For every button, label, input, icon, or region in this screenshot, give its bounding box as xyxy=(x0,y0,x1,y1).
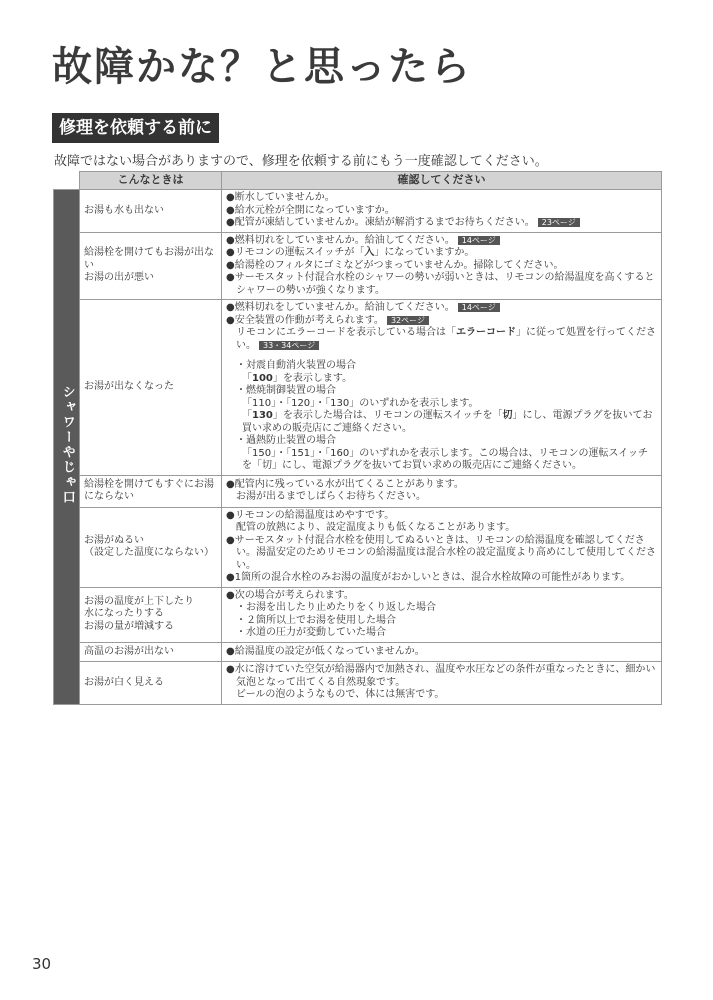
check-item xyxy=(226,217,657,230)
check-item: ●断水していませんか。 xyxy=(226,192,335,203)
condition-cell xyxy=(80,190,222,233)
condition-text: お湯の量が増減する xyxy=(84,620,174,632)
sub-item: ・燃焼制御装置の場合 xyxy=(236,385,336,396)
sub-detail xyxy=(226,410,657,435)
error-code-label: エラーコード xyxy=(456,327,516,338)
check-cell xyxy=(222,507,662,587)
page-ref-badge: 33・34ページ xyxy=(259,341,319,350)
condition-text: お湯がぬるい xyxy=(84,534,144,546)
spacer xyxy=(226,352,657,360)
check-text: 」にし、電源プラグを抜いてお買い求めの販売店にご連絡ください。 xyxy=(242,410,653,434)
table-row xyxy=(54,507,662,587)
condition-text: 高温のお湯が出ない xyxy=(84,645,174,657)
check-item xyxy=(226,302,657,315)
check-item: ●配管内に残っている水が出てくることがあります。 xyxy=(226,478,464,490)
check-text: 「 xyxy=(242,410,252,421)
check-item: ●水に溶けていた空気が給湯器内で加熱され、温度や水圧などの条件が重なったときに、細かい気泡となって出てくる自然現象です。 xyxy=(226,664,656,688)
check-item: ●給水元栓が全開になっていますか。 xyxy=(226,204,395,216)
check-cell xyxy=(222,190,662,233)
switch-off-label: 切 xyxy=(502,410,513,421)
header-condition: こんなときは xyxy=(80,172,222,190)
sub-detail: 「150」・「151」・「160」のいずれかを表示します。この場合は、リモコンの運転スイッチを「切」にし、電源プラグを抜いてお買い求めの販売店にご連絡ください。 xyxy=(242,447,649,471)
table-row xyxy=(54,662,662,705)
condition-text: （設定した温度にならない） xyxy=(84,547,214,558)
condition-cell xyxy=(80,232,222,300)
table-row xyxy=(54,232,662,300)
condition-cell xyxy=(80,475,222,507)
condition-text: 給湯栓を開けてもお湯が出ない xyxy=(84,247,214,271)
check-text: ●リモコンの運転スイッチが「 xyxy=(226,247,365,258)
sub-item: ・２箇所以上でお湯を使用した場合 xyxy=(236,614,396,626)
condition-text: 給湯栓を開けてもすぐにお湯にならない xyxy=(84,478,214,502)
page-number: 30 xyxy=(32,955,52,973)
check-text: 「 xyxy=(242,372,252,384)
condition-cell xyxy=(80,662,222,705)
condition-text: お湯が白く見える xyxy=(84,676,164,688)
table-row xyxy=(54,642,662,662)
sub-item: ・水道の圧力が変動していた場合 xyxy=(236,627,386,638)
page-ref-badge: 32ページ xyxy=(387,316,429,325)
check-item xyxy=(226,327,657,352)
check-item: ビールの泡のようなもので、体には無害です。 xyxy=(236,689,445,700)
condition-text: お湯の温度が上下したり xyxy=(84,595,194,607)
sub-detail: 「110」・「120」・「130」のいずれかを表示します。 xyxy=(242,397,479,409)
header-corner xyxy=(54,172,80,190)
check-item: ●給湯温度の設定が低くなっていませんか。 xyxy=(226,645,425,657)
check-item: ●1箇所の混合水栓のみお湯の温度がおかしいときは、混合水栓故障の可能性があります。 xyxy=(226,572,631,583)
sub-detail xyxy=(226,373,657,386)
check-item xyxy=(226,235,657,248)
check-text: ●安全装置の作動が考えられます。 xyxy=(226,314,384,326)
check-item xyxy=(226,247,657,260)
check-cell xyxy=(222,300,662,476)
check-text: ●配管が凍結していませんか。凍結が解消するまでお待ちください。 xyxy=(226,217,535,228)
check-cell xyxy=(222,642,662,662)
page-ref-badge: 23ページ xyxy=(538,218,580,227)
condition-text: 水になったりする xyxy=(84,608,164,620)
category-label xyxy=(54,190,80,705)
sub-item: ・対震自動消火装置の場合 xyxy=(236,360,356,371)
condition-cell xyxy=(80,642,222,662)
check-text: ●燃料切れをしていませんか。給油してください。 xyxy=(226,302,455,313)
error-code: 130 xyxy=(252,410,273,421)
table-row xyxy=(54,300,662,476)
check-cell xyxy=(222,232,662,300)
check-text: 」に従って処置を行ってください。 xyxy=(236,327,656,351)
check-item: 配管の放熱により、設定温度よりも低くなることがあります。 xyxy=(236,522,516,533)
condition-text: お湯も水も出ない xyxy=(84,204,164,216)
section-heading: 修理を依頼する前に xyxy=(52,113,219,143)
page-title: 故障かな？と思ったら xyxy=(52,44,472,90)
condition-cell xyxy=(80,587,222,642)
category-label-text: シャワーやじゃ口 xyxy=(59,385,75,505)
check-text: 」を表示します。 xyxy=(272,372,353,384)
check-cell xyxy=(222,475,662,507)
check-text: ●燃料切れをしていませんか。給油してください。 xyxy=(226,234,455,246)
check-item: ●給湯栓のフィルタにゴミなどがつまっていませんか。掃除してください。 xyxy=(226,259,564,271)
check-item: ●サーモスタット付混合水栓のシャワーの勢いが弱いときは、リモコンの給湯温度を高くするとシャワーの勢いが強くなります。 xyxy=(226,272,655,296)
condition-cell xyxy=(80,300,222,476)
check-item: ●次の場合が考えられます。 xyxy=(226,589,354,601)
condition-text: お湯が出なくなった xyxy=(84,381,174,392)
check-item: ●リモコンの給湯温度はめやすです。 xyxy=(226,509,395,521)
table-row xyxy=(54,587,662,642)
check-text: 」になっていますか。 xyxy=(374,247,475,258)
page-ref-badge: 14ページ xyxy=(458,236,500,245)
check-item: お湯が出るまでしばらくお待ちください。 xyxy=(236,491,426,502)
condition-cell xyxy=(80,507,222,587)
error-code: 100 xyxy=(252,372,273,384)
troubleshooting-table xyxy=(53,171,662,705)
table-row xyxy=(54,190,662,233)
sub-item: ・過熱防止装置の場合 xyxy=(236,435,336,446)
check-item xyxy=(226,315,657,328)
table-header-row xyxy=(54,172,662,190)
sub-item: ・お湯を出したり止めたりをくり返した場合 xyxy=(236,602,436,613)
check-cell xyxy=(222,587,662,642)
check-cell xyxy=(222,662,662,705)
header-check: 確認してください xyxy=(222,172,662,190)
table-row xyxy=(54,475,662,507)
switch-on-label: 入 xyxy=(364,247,375,258)
check-text: 」を表示した場合は、リモコンの運転スイッチを「 xyxy=(272,410,503,421)
intro-text: 故障ではない場合がありますので、修理を依頼する前にもう一度確認してください。 xyxy=(54,154,548,169)
check-text: リモコンにエラーコードを表示している場合は「 xyxy=(236,327,456,338)
page-ref-badge: 14ページ xyxy=(458,303,500,312)
check-item: ●サーモスタット付混合水栓を使用してぬるいときは、リモコンの給湯温度を確認してください。湯温安定のためリモコンの給湯温度は混合水栓の設定温度より高めにして使用してください。 xyxy=(226,534,656,571)
condition-text: お湯の出が悪い xyxy=(84,272,154,283)
